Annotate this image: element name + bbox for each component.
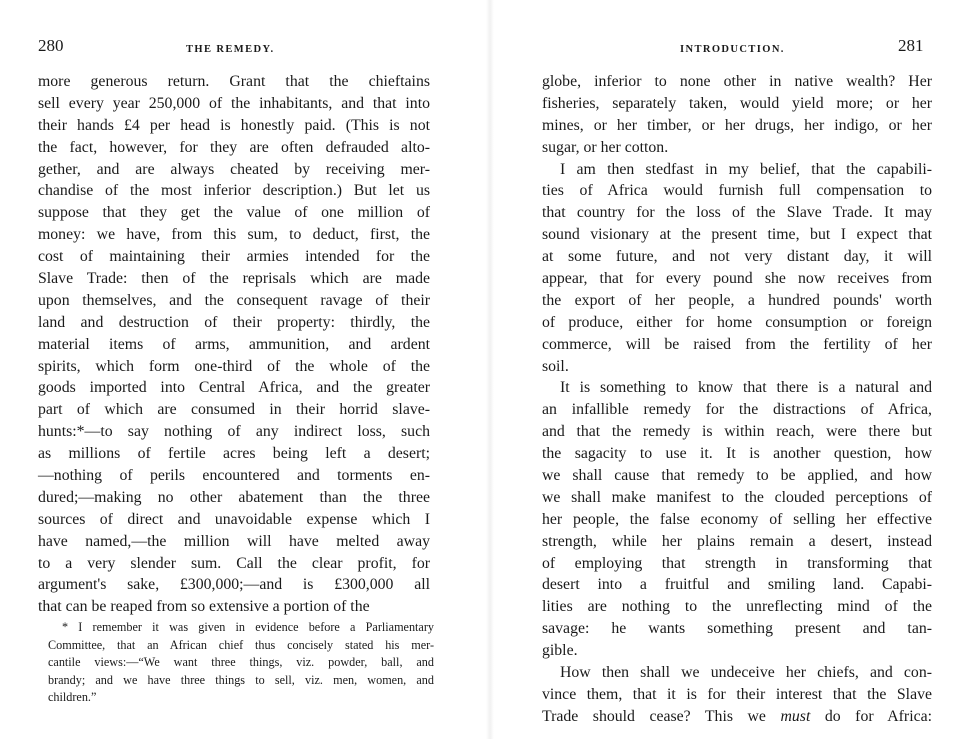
emphasis-word: must — [780, 707, 811, 725]
text-line: to a very slender sum. Call the clear profit, for — [38, 554, 430, 572]
text-line: mines, or her timber, or her drugs, her indigo, or her — [542, 116, 932, 134]
text-line: her people, the false economy of selling her effective — [542, 510, 932, 528]
text-line: lities are nothing to the unreflecting mind of the — [542, 598, 932, 616]
text-line: commerce, will be raised from the fertility of her — [542, 335, 932, 353]
text-line: we shall cause that remedy to be applied, and how — [542, 467, 932, 485]
text-line: strength, while her plains remain a desert, instead — [542, 532, 932, 550]
text-line: argument's sake, £300,000;—and is £300,000 all — [38, 576, 430, 594]
text-line: and that the remedy is within reach, were there but — [542, 423, 932, 441]
text-line: gible. — [542, 642, 578, 660]
text-line: the sagacity to use it. It is another question, how — [542, 445, 932, 463]
text-line: land and destruction of their property: thirdly, the — [38, 313, 430, 331]
text-line: material items of arms, ammunition, and ardent — [38, 335, 430, 353]
right-page — [490, 0, 980, 739]
text-line: part of which are consumed in their horrid slave- — [38, 401, 430, 419]
text-line: their hands £4 per head is honestly paid. (This is not — [38, 116, 430, 134]
footnote-line: * I remember it was given in evidence before a Parliamentary — [62, 620, 434, 634]
text-line: cost of maintaining their armies intended for the — [38, 248, 430, 266]
text-line: Slave Trade: then of the reprisals which are made — [38, 270, 430, 288]
text-line: that can be reaped from so extensive a portion of the — [38, 598, 370, 616]
text-line: vince them, that it is for their interest that the Slave — [542, 685, 932, 703]
text-line: sell every year 250,000 of the inhabitants, and that into — [38, 94, 430, 112]
text-line: the fact, however, for they are often defrauded alto- — [38, 138, 430, 156]
text-line: sound visionary at the present time, but I expect that — [542, 226, 932, 244]
text-line: savage: he wants something present and tan- — [542, 620, 932, 638]
body-text — [38, 71, 430, 618]
text-line: of produce, either for home consumption or foreign — [542, 313, 932, 331]
text-line: that country for the loss of the Slave Trade. It may — [542, 204, 932, 222]
page-number: 280 — [38, 36, 64, 55]
text-line: desert into a fruitful and smiling land. Capabi- — [542, 576, 932, 594]
text-line: goods imported into Central Africa, and the greater — [38, 379, 430, 397]
text-line: spirits, which form one-third of the whole of the — [38, 357, 430, 375]
footnote-line: brandy; and we have three things to sell, viz. men, women, and — [48, 672, 434, 687]
text-line: soil. — [542, 357, 569, 375]
text-line: ties of Africa would furnish full compensation to — [542, 182, 932, 200]
footnote-line: children.” — [48, 690, 97, 705]
text-line: as millions of fertile acres being left a desert; — [38, 445, 430, 463]
running-head: THE REMEDY. — [186, 44, 275, 55]
text-line: upon themselves, and the consequent ravage of their — [38, 291, 430, 309]
text-line: hunts:*—to say nothing of any indirect loss, such — [38, 423, 430, 441]
text-line: chandise of the most inferior description.) But let us — [38, 182, 430, 200]
text-line: sources of direct and unavoidable expense which I — [38, 510, 430, 528]
text-line: have named,—the million will have melted away — [38, 532, 430, 550]
text-line: gether, and are always cheated by receiving mer- — [38, 160, 430, 178]
footnote-line: Committee, that an African chief thus concisely stated his mer- — [48, 637, 434, 652]
text-line: sugar, or her cotton. — [542, 138, 669, 156]
text-line: money: we have, from this sum, to deduct, first, the — [38, 226, 430, 244]
footnote — [48, 619, 434, 707]
footnote-line: cantile views:—“We want three things, viz. powder, ball, and — [48, 655, 434, 670]
body-text — [542, 71, 932, 728]
text-line: of employing that strength in transforming that — [542, 554, 932, 572]
text-line: at some future, and not very distant day, it will — [542, 248, 932, 266]
running-head: INTRODUCTION. — [680, 44, 785, 55]
text-line: Trade should cease? This we must do for Africa: — [542, 707, 932, 725]
text-line: It is something to know that there is a natural and — [560, 379, 932, 397]
page-number: 281 — [898, 36, 924, 55]
text-line: appear, that for every pound she now receives from — [542, 270, 932, 288]
text-line: dured;—making no other abatement than the three — [38, 488, 430, 506]
text-line: the export of her people, a hundred pounds' worth — [542, 291, 932, 309]
text-line: How then shall we undeceive her chiefs, and con- — [560, 664, 932, 682]
text-line: fisheries, separately taken, would yield more; or her — [542, 94, 932, 112]
text-line: suppose that they get the value of one million of — [38, 204, 430, 222]
text-line: we shall make manifest to the clouded perceptions of — [542, 488, 932, 506]
text-line: —nothing of perils encountered and torments en- — [38, 467, 430, 485]
text-line: more generous return. Grant that the chieftains — [38, 73, 430, 90]
text-line: an infallible remedy for the distractions of Africa, — [542, 401, 932, 419]
text-line: I am then stedfast in my belief, that the capabili- — [560, 160, 932, 178]
text-fragment: do for Africa: — [824, 707, 932, 725]
text-line: globe, inferior to none other in native wealth? Her — [542, 73, 932, 90]
